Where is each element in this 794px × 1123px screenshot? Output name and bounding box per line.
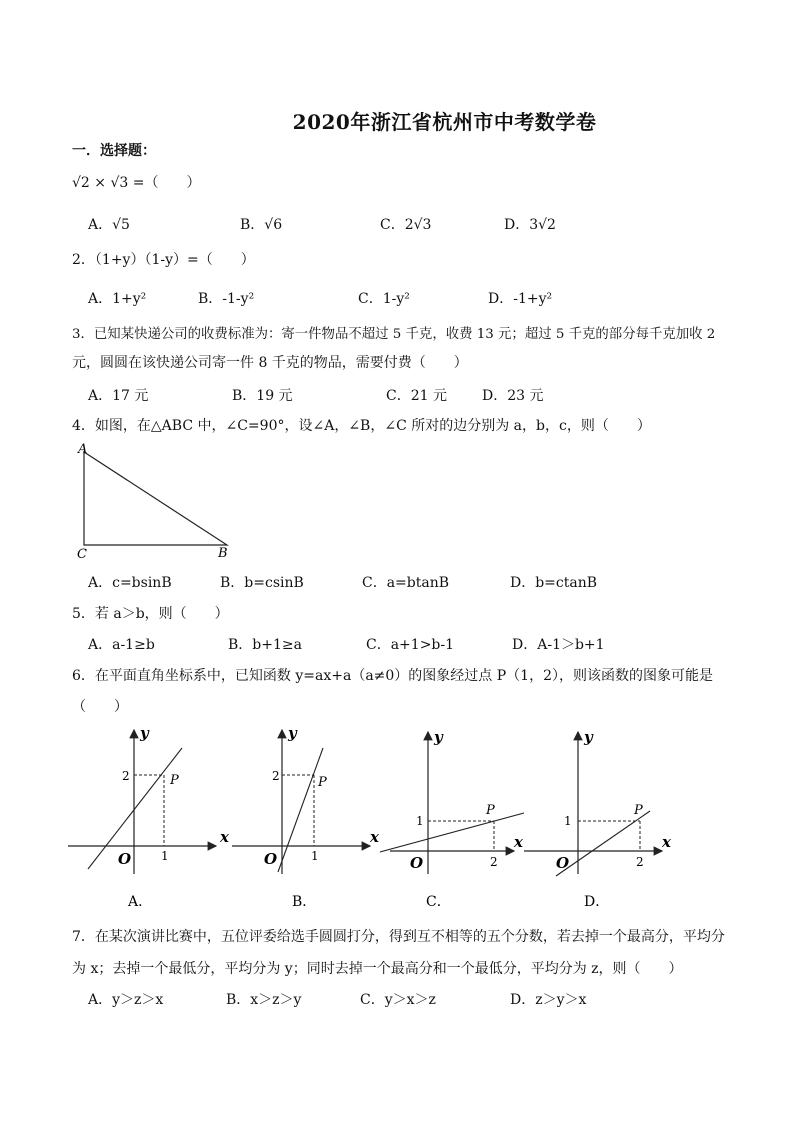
question-2-stem: 2．（1+y）（1-y）=（ ） [72, 252, 255, 268]
graph-label: D． [584, 894, 610, 910]
q4-option-c[interactable]: C．a=btanB [362, 575, 450, 591]
x-axis-label: x [220, 828, 229, 846]
q4-option-a[interactable]: A．c=bsinB [88, 575, 172, 591]
q7-option-c[interactable]: C．y＞x＞z [360, 992, 436, 1008]
graph-label: B． [292, 894, 317, 910]
graph-label: C． [426, 894, 451, 910]
q1-option-a[interactable]: A．√5 [88, 217, 130, 233]
q2-option-a[interactable]: A．1+y² [88, 291, 147, 307]
q7-option-a[interactable]: A．y＞z＞x [88, 992, 164, 1008]
triangle-abc [84, 452, 227, 545]
function-line [380, 813, 524, 852]
x-tick-label: 1 [161, 849, 169, 863]
section-heading: 一．选择题： [72, 143, 156, 159]
triangle-figure [72, 440, 242, 562]
q7-option-b[interactable]: B．x＞z＞y [226, 992, 302, 1008]
y-axis-label: y [288, 724, 297, 742]
q2-option-d[interactable]: D．-1+y² [488, 291, 553, 307]
y-axis-label: y [140, 724, 149, 742]
q3-option-d[interactable]: D．23 元 [482, 388, 544, 404]
question-4-stem: 4．如图，在△ABC 中，∠C=90°，设∠A，∠B，∠C 所对的边分别为 a，b，c，则（ ） [72, 418, 651, 434]
q1-option-c[interactable]: C．2√3 [380, 217, 432, 233]
y-axis-label: y [434, 728, 443, 746]
x-tick-label: 2 [490, 855, 498, 869]
origin-label: O [410, 854, 424, 872]
question-3-line-1: 3．已知某快递公司的收费标准为：寄一件物品不超过 5 千克，收费 13 元；超过 5 千克的部分每千克加收 2 [72, 327, 716, 342]
question-6-line-1: 6．在平面直角坐标系中，已知函数 y=ax+a（a≠0）的图象经过点 P（1，2），则该函数的图象可能是 [72, 668, 713, 684]
q3-option-b[interactable]: B．19 元 [232, 388, 293, 404]
x-tick-label: 1 [311, 849, 319, 863]
q1-option-b[interactable]: B．√6 [240, 217, 283, 233]
vertex-b-label: B [218, 546, 228, 561]
question-6-line-2: （ ） [72, 699, 128, 715]
page-title: 2020年浙江省杭州市中考数学卷 [292, 110, 597, 134]
y-tick-label: 2 [122, 769, 130, 783]
graph-c[interactable] [376, 724, 536, 914]
x-tick-label: 2 [636, 855, 644, 869]
graph-a[interactable] [68, 724, 238, 914]
q2-option-b[interactable]: B．-1-y² [198, 291, 255, 307]
q2-option-c[interactable]: C．1-y² [358, 291, 410, 307]
origin-label: O [556, 854, 570, 872]
origin-label: O [118, 850, 132, 868]
q5-option-d[interactable]: D．A-1＞b+1 [512, 637, 605, 653]
q1-option-d[interactable]: D．3√2 [504, 217, 556, 233]
vertex-a-label: A [78, 442, 88, 457]
point-p-label: P [486, 803, 495, 818]
q5-option-b[interactable]: B．b+1≥a [228, 637, 302, 653]
q4-option-b[interactable]: B．b=csinB [220, 575, 304, 591]
question-7-line-1: 7．在某次演讲比赛中，五位评委给选手圆圆打分，得到互不相等的五个分数，若去掉一个最高分，平均分 [72, 929, 725, 945]
y-tick-label: 2 [272, 769, 280, 783]
q5-option-a[interactable]: A．a-1≥b [88, 637, 155, 653]
question-1-stem: √2 × √3 =（ ） [72, 175, 201, 191]
q3-option-c[interactable]: C．21 元 [386, 388, 447, 404]
q5-option-c[interactable]: C．a+1>b-1 [366, 637, 455, 653]
q4-option-d[interactable]: D．b=ctanB [510, 575, 598, 591]
graph-b[interactable] [232, 724, 392, 914]
point-p-label: P [170, 773, 179, 788]
question-3-line-2: 元，圆圆在该快递公司寄一件 8 千克的物品，需要付费（ ） [72, 355, 468, 371]
x-axis-label: x [514, 833, 523, 851]
x-axis-label: x [370, 828, 379, 846]
graph-d[interactable] [522, 724, 682, 914]
x-axis-label: x [662, 833, 671, 851]
question-5-stem: 5．若 a＞b，则（ ） [72, 606, 229, 622]
y-tick-label: 1 [564, 814, 572, 828]
y-tick-label: 1 [416, 814, 424, 828]
question-7-line-2: 为 x；去掉一个最低分，平均分为 y；同时去掉一个最高分和一个最低分，平均分为 z，则（ ） [72, 961, 683, 977]
vertex-c-label: C [77, 547, 87, 562]
origin-label: O [264, 850, 278, 868]
q3-option-a[interactable]: A．17 元 [88, 388, 149, 404]
point-p-label: P [318, 775, 327, 790]
graph-label: A． [128, 894, 153, 910]
point-p-label: P [634, 803, 643, 818]
q7-option-d[interactable]: D．z＞y＞x [510, 992, 587, 1008]
y-axis-label: y [584, 728, 593, 746]
